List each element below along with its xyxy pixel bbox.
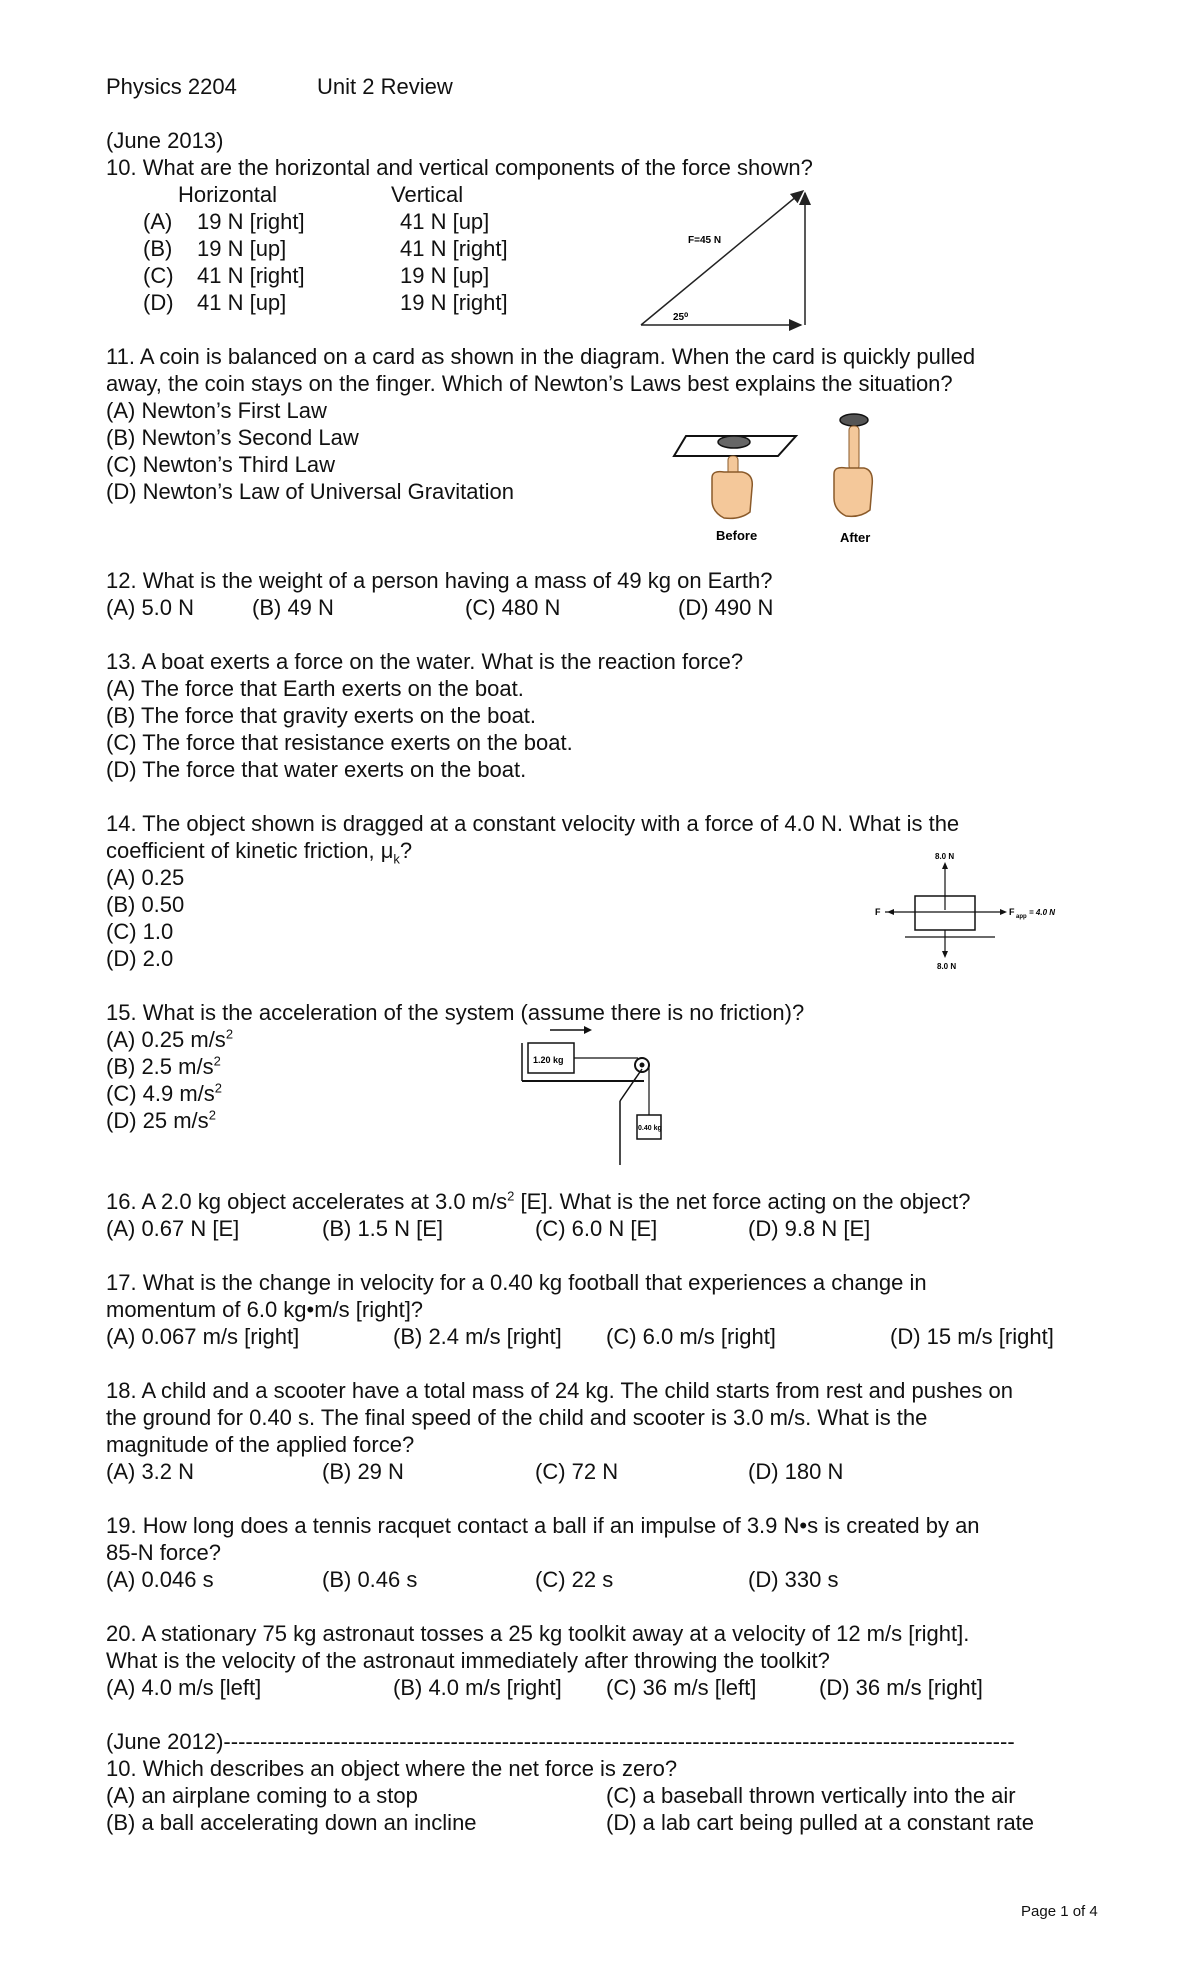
option-letter: (A) (143, 209, 173, 234)
angle-label: 25⁰ (673, 312, 689, 323)
text-run: (B) 2.5 m/s (106, 1054, 214, 1079)
option-a: (A) an airplane coming to a stop (106, 1783, 418, 1808)
question-text-line-1: 17. What is the change in velocity for a 0.40 kg football that experiences a change in (106, 1270, 927, 1295)
option-d: (D) 490 N (678, 595, 774, 620)
text-run: (C) 4.9 m/s (106, 1081, 215, 1106)
normal-force-label: 8.0 N (935, 852, 955, 861)
option-d: (D) The force that water exerts on the boat. (106, 757, 527, 782)
option-a: (A) 0.67 N [E] (106, 1216, 240, 1241)
option-d: (D) 15 m/s [right] (890, 1324, 1054, 1349)
free-body-diagram (875, 848, 1075, 973)
applied-force-value: = 4.0 N (1029, 908, 1056, 917)
option-d: (D) 180 N (748, 1459, 844, 1484)
option-c: (C) 480 N (465, 595, 561, 620)
question-text-line-2: 85-N force? (106, 1540, 221, 1565)
pulley-bracket (620, 1069, 642, 1101)
mass-1-label: 1.20 kg (533, 1055, 564, 1065)
coin-icon (718, 436, 750, 448)
option-a: (A) 0.25 (106, 865, 185, 890)
force-triangle-diagram (635, 183, 815, 331)
option-b: (B) 4.0 m/s [right] (393, 1675, 562, 1700)
option-d: (D) 330 s (748, 1567, 839, 1592)
option-vertical: 19 N [up] (400, 263, 490, 288)
gravity-force-label: 8.0 N (937, 962, 957, 971)
option-c: (C) The force that resistance exerts on the boat. (106, 730, 573, 755)
finger-icon (849, 426, 859, 470)
option-vertical: 41 N [up] (400, 209, 490, 234)
question-text: 13. A boat exerts a force on the water. What is the reaction force? (106, 649, 744, 674)
question-text: 12. What is the weight of a person having a mass of 49 kg on Earth? (106, 568, 773, 593)
option-d: (D) Newton’s Law of Universal Gravitation (106, 479, 514, 504)
text-run: (D) 25 m/s (106, 1108, 209, 1133)
question-text-line-1: 20. A stationary 75 kg astronaut tosses a 25 kg toolkit away at a velocity of 12 m/s [right]. (106, 1621, 970, 1646)
option-c: (C) 6.0 N [E] (535, 1216, 658, 1241)
question-text-line-2: momentum of 6.0 kg•m/s [right]? (106, 1297, 424, 1322)
option-horizontal: 19 N [up] (197, 236, 287, 261)
section-label-2013: (June 2013) (106, 128, 224, 153)
option-a: (A) 5.0 N (106, 595, 195, 620)
option-b: (B) 2.4 m/s [right] (393, 1324, 562, 1349)
before-label: Before (716, 528, 758, 543)
option-d: (D) a lab cart being pulled at a constant rate (606, 1810, 1035, 1835)
arrowhead-icon (1000, 909, 1007, 915)
option-vertical: 41 N [right] (400, 236, 508, 261)
option-b: (B) 29 N (322, 1459, 404, 1484)
option-b: (B) 0.50 (106, 892, 185, 917)
page-title: Unit 2 Review (317, 74, 453, 99)
option-b: (B) The force that gravity exerts on the boat. (106, 703, 537, 728)
question-text (106, 1188, 971, 1215)
question-text: 10. What are the horizontal and vertical components of the force shown? (106, 155, 813, 180)
column-header-horizontal: Horizontal (178, 182, 278, 207)
pulley-system-diagram (520, 1025, 680, 1165)
option-c: (C) 6.0 m/s [right] (606, 1324, 776, 1349)
question-text-line-1: 19. How long does a tennis racquet contact a ball if an impulse of 3.9 N•s is created by an (106, 1513, 980, 1538)
subscript: k (393, 851, 400, 867)
option-d: (D) 2.0 (106, 946, 174, 971)
option-a: (A) 4.0 m/s [left] (106, 1675, 262, 1700)
option-b: (B) 1.5 N [E] (322, 1216, 444, 1241)
option-c: (C) 22 s (535, 1567, 614, 1592)
arrowhead-icon (887, 909, 894, 915)
option-horizontal: 19 N [right] (197, 209, 305, 234)
text-run: [E]. What is the net force acting on the object? (514, 1189, 971, 1214)
superscript: 2 (213, 1053, 221, 1069)
section-label-2012: (June 2012)------------------------------------------------------------------------------------------------------------ (106, 1729, 1015, 1754)
arrowhead-icon (584, 1026, 592, 1034)
question-text: 15. What is the acceleration of the system (assume there is no friction)? (106, 1000, 805, 1025)
option-letter: (C) (143, 263, 174, 288)
mass-2-label: 0.40 kg (638, 1125, 662, 1132)
superscript: 2 (208, 1107, 216, 1123)
option-c: (C) a baseball thrown vertically into the air (606, 1783, 1016, 1808)
question-text-line-1: 14. The object shown is dragged at a constant velocity with a force of 4.0 N. What is the (106, 811, 960, 836)
question-text-line-1: 11. A coin is balanced on a card as shown in the diagram. When the card is quickly pulled (106, 344, 976, 369)
option-horizontal: 41 N [up] (197, 290, 287, 315)
question-text: 10. Which describes an object where the net force is zero? (106, 1756, 678, 1781)
option-a (106, 1026, 233, 1053)
hand-icon (712, 472, 752, 519)
text-run: 16. A 2.0 kg object accelerates at 3.0 m/s (106, 1189, 508, 1214)
question-text-line-3: magnitude of the applied force? (106, 1432, 415, 1457)
applied-force-label: F (1009, 907, 1015, 917)
option-letter: (D) (143, 290, 174, 315)
option-c: (C) Newton’s Third Law (106, 452, 336, 477)
option-b: (B) 49 N (252, 595, 334, 620)
superscript: 2 (507, 1188, 515, 1204)
option-b: (B) 0.46 s (322, 1567, 418, 1592)
option-c: (C) 72 N (535, 1459, 619, 1484)
applied-force-subscript: app (1016, 914, 1027, 920)
arrowhead-icon (942, 862, 948, 869)
option-c: (C) 36 m/s [left] (606, 1675, 757, 1700)
option-b (106, 1053, 221, 1080)
option-b: (B) Newton’s Second Law (106, 425, 359, 450)
option-a: (A) 0.046 s (106, 1567, 214, 1592)
text-run: (A) 0.25 m/s (106, 1027, 226, 1052)
question-text-line-1: 18. A child and a scooter have a total mass of 24 kg. The child starts from rest and pushes on (106, 1378, 1013, 1403)
option-b: (B) a ball accelerating down an incline (106, 1810, 477, 1835)
friction-force-label: F (875, 907, 881, 917)
after-label: After (840, 530, 871, 545)
superscript: 2 (214, 1080, 223, 1096)
option-a: (A) The force that Earth exerts on the boat. (106, 676, 524, 701)
option-d: (D) 9.8 N [E] (748, 1216, 871, 1241)
arrowhead-icon (942, 951, 948, 958)
option-a: (A) Newton’s First Law (106, 398, 327, 423)
option-d: (D) 36 m/s [right] (819, 1675, 983, 1700)
coin-icon (840, 414, 868, 426)
pulley-axle-icon (640, 1063, 645, 1068)
option-letter: (B) (143, 236, 173, 261)
force-vector (641, 191, 803, 325)
column-header-vertical: Vertical (391, 182, 464, 207)
option-vertical: 19 N [right] (400, 290, 508, 315)
question-text-line-2: What is the velocity of the astronaut immediately after throwing the toolkit? (106, 1648, 830, 1673)
text-run: ? (399, 838, 413, 863)
option-c: (C) 1.0 (106, 919, 174, 944)
hand-icon (834, 468, 872, 517)
coin-card-diagram (668, 408, 893, 548)
text-run: coefficient of kinetic friction, μ (106, 838, 394, 863)
question-text-line-2: away, the coin stays on the finger. Which of Newton’s Laws best explains the situation? (106, 371, 953, 396)
question-text-line-2: the ground for 0.40 s. The final speed of the child and scooter is 3.0 m/s. What is the (106, 1405, 928, 1430)
question-text-line-2 (106, 837, 413, 867)
course-name: Physics 2204 (106, 74, 237, 99)
option-a: (A) 3.2 N (106, 1459, 195, 1484)
force-label: F=45 N (688, 235, 722, 246)
option-d (106, 1107, 216, 1134)
page-number: Page 1 of 4 (1021, 1903, 1098, 1920)
superscript: 2 (225, 1026, 234, 1042)
option-horizontal: 41 N [right] (197, 263, 305, 288)
option-c (106, 1080, 222, 1107)
option-a: (A) 0.067 m/s [right] (106, 1324, 300, 1349)
